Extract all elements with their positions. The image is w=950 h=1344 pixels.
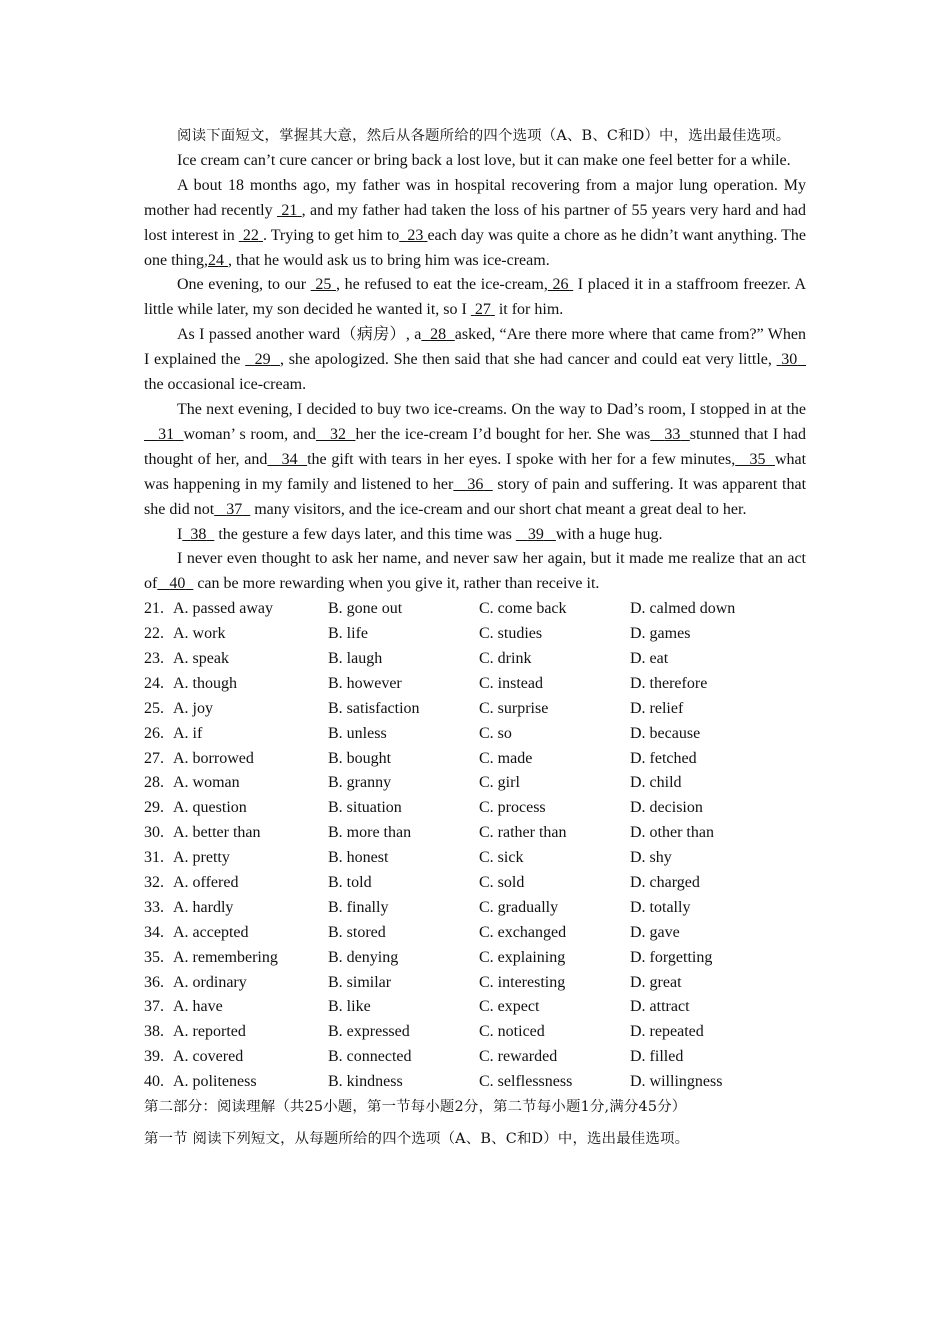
option-a: A. work bbox=[173, 625, 226, 643]
question-row bbox=[144, 1045, 806, 1070]
blank-22: 22 bbox=[242, 226, 259, 244]
question-number: 23. bbox=[144, 650, 164, 667]
option-a: A. passed away bbox=[173, 600, 273, 618]
question-row bbox=[144, 871, 806, 896]
blank-26: 26 bbox=[552, 276, 569, 294]
option-b: B. satisfaction bbox=[328, 699, 420, 717]
option-d: D. shy bbox=[630, 849, 672, 867]
option-c: C. instead bbox=[479, 674, 543, 692]
option-c: C. selflessness bbox=[479, 1073, 573, 1091]
option-a: A. politeness bbox=[173, 1073, 257, 1091]
blank-23: 23 bbox=[407, 226, 424, 244]
question-row bbox=[144, 697, 806, 722]
option-a: A. offered bbox=[173, 874, 239, 892]
option-c: C. rewarded bbox=[479, 1048, 558, 1066]
question-number: 25. bbox=[144, 699, 164, 717]
question-number: 24. bbox=[144, 674, 164, 692]
option-d: D. child bbox=[630, 774, 682, 792]
option-d: D. relief bbox=[630, 699, 684, 717]
option-b: B. gone out bbox=[328, 600, 403, 618]
blank-32: 32 bbox=[330, 425, 347, 443]
text-segment: , and my father had taken the loss of his partner of 55 years very hard and had lost interest in bbox=[144, 201, 807, 244]
option-b: B. connected bbox=[328, 1048, 412, 1066]
blank-40: 40 bbox=[169, 575, 186, 593]
text-segment: the gesture a few days later, and this time was bbox=[214, 525, 516, 543]
option-d: D. eat bbox=[630, 650, 669, 667]
question-number: 39. bbox=[144, 1048, 164, 1066]
option-c: C. sold bbox=[479, 874, 525, 892]
question-row bbox=[144, 971, 806, 996]
question-number: 21. bbox=[144, 600, 164, 618]
option-a: A. hardly bbox=[173, 898, 234, 916]
option-d: D. decision bbox=[630, 799, 703, 817]
option-b: B. honest bbox=[328, 849, 389, 867]
paragraph-3 bbox=[144, 273, 806, 323]
option-a: A. though bbox=[173, 674, 237, 692]
option-b: B. laugh bbox=[328, 650, 383, 667]
option-a: A. ordinary bbox=[173, 973, 247, 991]
blank-31: 31 bbox=[158, 425, 175, 443]
text-segment: her the ice-cream I’d bought for her. She was bbox=[355, 425, 651, 443]
option-c: C. noticed bbox=[479, 1023, 545, 1041]
question-row bbox=[144, 995, 806, 1020]
option-b: B. told bbox=[328, 874, 372, 892]
option-b: B. finally bbox=[328, 898, 389, 916]
question-number: 35. bbox=[144, 948, 164, 966]
text-segment: One evening, to our bbox=[177, 276, 311, 294]
option-b: B. like bbox=[328, 998, 371, 1016]
text-segment: , that he would ask us to bring him was ice-cream. bbox=[228, 251, 550, 269]
paragraph-2 bbox=[144, 174, 806, 274]
option-a: A. if bbox=[173, 724, 203, 742]
option-c: C. surprise bbox=[479, 699, 549, 717]
option-d: D. charged bbox=[630, 874, 700, 892]
text-segment: , he refused to eat the ice-cream, bbox=[336, 276, 548, 294]
option-a: A. joy bbox=[173, 699, 213, 717]
option-b: B. more than bbox=[328, 824, 412, 842]
option-c: C. drink bbox=[479, 650, 532, 667]
question-number: 29. bbox=[144, 799, 164, 817]
option-b: B. life bbox=[328, 625, 368, 643]
text-segment: , she apologized. She then said that she had cancer and could eat very little, bbox=[280, 351, 777, 369]
question-row bbox=[144, 796, 806, 821]
text-segment: each day was quite a chore as he didn’t want anything. The one thing, bbox=[144, 226, 807, 269]
text-segment: what was happening in my family and listened to her bbox=[144, 450, 807, 493]
text-segment: . Trying to get him to bbox=[262, 226, 400, 244]
option-b: B. unless bbox=[328, 724, 387, 742]
question-row bbox=[144, 722, 806, 747]
option-b: B. expressed bbox=[328, 1023, 410, 1041]
blank-35: 35 bbox=[749, 450, 766, 468]
question-number: 30. bbox=[144, 824, 164, 842]
question-number: 27. bbox=[144, 749, 164, 767]
option-c: C. girl bbox=[479, 774, 520, 792]
question-number: 28. bbox=[144, 774, 164, 792]
instruction: 阅读下面短文，掌握其大意，然后从各题所给的四个选项（A、B、C和D）中，选出最佳选项。 bbox=[177, 128, 791, 144]
option-c: C. made bbox=[479, 749, 533, 767]
blank-36: 36 bbox=[467, 475, 484, 493]
question-row bbox=[144, 846, 806, 871]
question-row bbox=[144, 771, 806, 796]
option-d: D. games bbox=[630, 625, 691, 643]
text-segment: many visitors, and the ice-cream and our short chat meant a great deal to her. bbox=[250, 500, 747, 518]
question-row bbox=[144, 921, 806, 946]
option-a: A. accepted bbox=[173, 923, 249, 941]
option-b: B. situation bbox=[328, 799, 402, 817]
blank-24: 24 bbox=[208, 251, 224, 269]
question-number: 31. bbox=[144, 849, 164, 867]
option-a: A. remembering bbox=[173, 948, 278, 966]
blank-38: 38 bbox=[190, 525, 207, 543]
paragraph-6 bbox=[144, 523, 806, 548]
text-segment: woman’ s room, and bbox=[183, 425, 316, 443]
option-b: B. granny bbox=[328, 774, 392, 792]
option-d: D. great bbox=[630, 973, 682, 991]
option-d: D. attract bbox=[630, 998, 690, 1016]
option-d: D. other than bbox=[630, 824, 714, 842]
option-d: D. totally bbox=[630, 898, 691, 916]
option-a: A. better than bbox=[173, 824, 261, 842]
option-c: C. sick bbox=[479, 849, 524, 867]
option-a: A. pretty bbox=[173, 849, 230, 867]
blank-27: 27 bbox=[474, 301, 491, 319]
question-number: 38. bbox=[144, 1023, 164, 1041]
question-number: 26. bbox=[144, 724, 164, 742]
question-row bbox=[144, 946, 806, 971]
option-d: D. forgetting bbox=[630, 948, 713, 966]
text-segment: I placed it in a staffroom freezer. A little while later, my son decided he wanted it, so I bbox=[144, 276, 807, 319]
paragraph-5 bbox=[144, 398, 806, 523]
option-a: A. reported bbox=[173, 1023, 246, 1041]
option-d: D. fetched bbox=[630, 749, 697, 767]
paragraph-4 bbox=[144, 323, 806, 398]
part2-heading: 第二部分：阅读理解（共25小题，第一节每小题2分，第二节每小题1分,满分45分） bbox=[144, 1099, 687, 1116]
option-c: C. explaining bbox=[479, 948, 566, 966]
option-d: D. willingness bbox=[630, 1073, 723, 1091]
option-d: D. calmed down bbox=[630, 600, 736, 618]
text-segment: story of pain and suffering. It was apparent that she did not bbox=[144, 475, 807, 518]
option-d: D. therefore bbox=[630, 674, 708, 692]
option-d: D. because bbox=[630, 724, 701, 742]
option-a: A. covered bbox=[173, 1048, 244, 1066]
question-number: 22. bbox=[144, 625, 164, 643]
section1-heading: 第一节 阅读下列短文，从每题所给的四个选项（A、B、C和D）中，选出最佳选项。 bbox=[144, 1130, 690, 1147]
question-row bbox=[144, 1020, 806, 1045]
blank-28: 28 bbox=[430, 326, 447, 344]
option-c: C. expect bbox=[479, 998, 540, 1016]
text-segment: it for him. bbox=[494, 301, 564, 319]
text-segment: stunned that I had thought of her, and bbox=[144, 425, 807, 468]
blank-37: 37 bbox=[226, 500, 243, 518]
text-segment: the occasional ice-cream. bbox=[144, 376, 307, 394]
option-c: C. rather than bbox=[479, 824, 567, 842]
question-row bbox=[144, 597, 806, 622]
question-row bbox=[144, 647, 806, 672]
question-row bbox=[144, 672, 806, 697]
text-segment: with a huge hug. bbox=[555, 525, 663, 543]
blank-21: 21 bbox=[281, 201, 298, 219]
text-segment: the gift with tears in her eyes. I spoke with her for a few minutes, bbox=[307, 450, 736, 468]
option-b: B. however bbox=[328, 674, 402, 692]
option-c: C. exchanged bbox=[479, 923, 567, 941]
blank-25: 25 bbox=[315, 276, 332, 294]
option-b: B. stored bbox=[328, 923, 386, 941]
option-c: C. so bbox=[479, 724, 512, 742]
text-segment: can be more rewarding when you give it, rather than receive it. bbox=[193, 575, 600, 593]
question-row bbox=[144, 896, 806, 921]
option-a: A. question bbox=[173, 799, 247, 817]
question-list bbox=[144, 597, 806, 1095]
option-c: C. process bbox=[479, 799, 546, 817]
question-row bbox=[144, 821, 806, 846]
question-number: 36. bbox=[144, 973, 164, 991]
text-segment: I bbox=[177, 525, 183, 543]
option-c: C. interesting bbox=[479, 973, 566, 991]
paragraph-1: Ice cream can’t cure cancer or bring back a lost love, but it can make one feel better for a while. bbox=[177, 151, 791, 169]
option-b: B. similar bbox=[328, 973, 392, 991]
text-segment: A bout 18 months ago, my father was in hospital recovering from a major lung operation. My mother had recently bbox=[144, 176, 806, 219]
paragraph-7 bbox=[144, 547, 806, 597]
document-page bbox=[144, 124, 806, 1152]
option-a: A. borrowed bbox=[173, 749, 254, 767]
text-segment: asked, “Are there more where that came from?” When I explained the bbox=[144, 326, 806, 369]
blank-39: 39 bbox=[527, 525, 544, 543]
text-segment: As I passed another ward（病房）, a bbox=[177, 326, 422, 344]
blank-34: 34 bbox=[281, 450, 298, 468]
option-b: B. denying bbox=[328, 948, 399, 966]
option-b: B. kindness bbox=[328, 1073, 403, 1091]
option-a: A. have bbox=[173, 998, 223, 1016]
question-number: 33. bbox=[144, 898, 164, 916]
option-d: D. filled bbox=[630, 1048, 684, 1066]
blank-29: 29 bbox=[254, 351, 271, 369]
text-segment: I never even thought to ask her name, and never saw her again, but it made me realize that an act of bbox=[144, 550, 806, 593]
question-number: 37. bbox=[144, 998, 164, 1016]
question-row bbox=[144, 1070, 806, 1095]
option-a: A. speak bbox=[173, 650, 229, 667]
blank-30: 30 bbox=[781, 351, 798, 369]
question-number: 32. bbox=[144, 874, 164, 892]
option-b: B. bought bbox=[328, 749, 392, 767]
option-a: A. woman bbox=[173, 774, 240, 792]
option-d: D. repeated bbox=[630, 1023, 704, 1041]
option-c: C. gradually bbox=[479, 898, 559, 916]
question-number: 40. bbox=[144, 1073, 164, 1091]
option-c: C. studies bbox=[479, 625, 543, 643]
blank-33: 33 bbox=[664, 425, 681, 443]
option-d: D. gave bbox=[630, 923, 680, 941]
question-number: 34. bbox=[144, 923, 164, 941]
question-row bbox=[144, 747, 806, 772]
question-row bbox=[144, 622, 806, 647]
option-c: C. come back bbox=[479, 600, 567, 618]
text-segment: The next evening, I decided to buy two ice-creams. On the way to Dad’s room, I stopped in at the bbox=[177, 400, 806, 418]
